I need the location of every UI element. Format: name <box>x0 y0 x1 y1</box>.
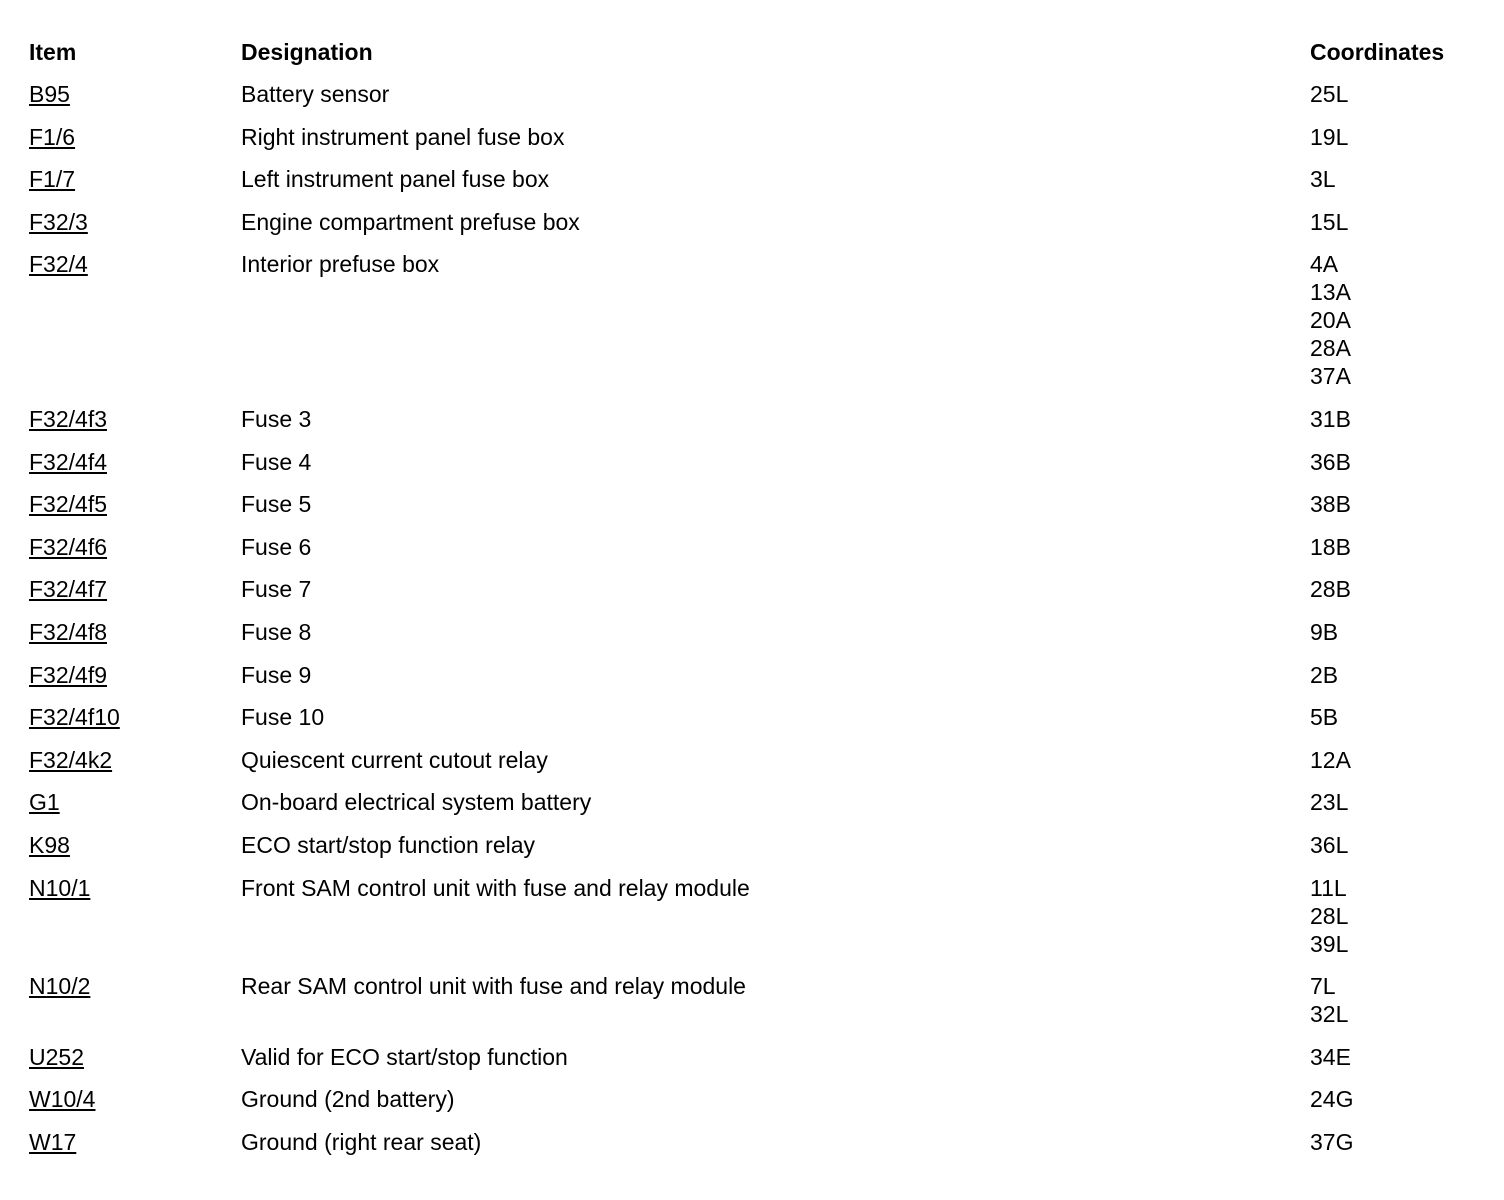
coordinate-value: 24G <box>1310 1086 1354 1113</box>
coordinates-cell <box>1310 746 1351 774</box>
coordinates-cell <box>1310 533 1351 561</box>
designation-text: Interior prefuse box <box>241 251 440 278</box>
item-link[interactable]: N10/1 <box>29 874 91 901</box>
coordinates-cell <box>1310 405 1351 433</box>
designation-text: Fuse 4 <box>241 448 312 475</box>
designation-text: Fuse 7 <box>241 576 312 603</box>
item-link[interactable]: F32/4f7 <box>29 576 107 603</box>
coordinates-cell <box>1310 80 1348 108</box>
designation-text: Battery sensor <box>241 81 390 107</box>
designation-text: Fuse 5 <box>241 491 312 518</box>
coordinate-value: 3L <box>1310 166 1336 193</box>
designation-text: Fuse 9 <box>241 661 312 688</box>
coordinate-value: 32L <box>1310 1001 1349 1028</box>
coordinates-cell <box>1310 575 1351 603</box>
designation-text: Ground (right rear seat) <box>241 1129 482 1155</box>
designation-text: On-board electrical system battery <box>241 789 592 816</box>
coordinates-cell <box>1310 972 1348 1028</box>
coordinate-value: 28A <box>1310 335 1351 362</box>
coordinates-cell <box>1310 165 1336 193</box>
coordinates-cell <box>1310 1128 1353 1156</box>
coordinates-cell <box>1310 490 1351 518</box>
item-link[interactable]: F32/4f8 <box>29 619 107 645</box>
coordinates-cell <box>1310 448 1351 476</box>
designation-text: Fuse 6 <box>241 533 312 560</box>
item-link[interactable]: F32/4 <box>29 251 88 278</box>
item-link[interactable]: F1/6 <box>29 123 76 150</box>
item-link[interactable]: F32/4f4 <box>29 448 107 475</box>
coordinate-value: 19L <box>1310 123 1349 150</box>
designation-text: Fuse 3 <box>241 406 312 432</box>
item-link[interactable]: B95 <box>29 81 70 107</box>
item-link[interactable]: K98 <box>29 832 70 858</box>
designation-text: ECO start/stop function relay <box>241 832 536 858</box>
item-link[interactable]: F32/4k2 <box>29 746 113 773</box>
table-header <box>0 38 1504 68</box>
coordinate-value: 36B <box>1310 448 1351 475</box>
coordinate-value: 28L <box>1310 902 1349 929</box>
item-link[interactable]: F32/4f9 <box>29 661 107 688</box>
coordinate-value: 39L <box>1310 930 1349 957</box>
coordinate-value: 5B <box>1310 704 1339 731</box>
designation-text: Front SAM control unit with fuse and relay module <box>241 874 750 901</box>
coordinate-value: 37A <box>1310 363 1351 390</box>
coordinates-cell <box>1310 703 1338 731</box>
designation-text: Valid for ECO start/stop function <box>241 1043 568 1070</box>
item-link[interactable]: G1 <box>29 789 60 816</box>
coordinate-value: 37G <box>1310 1129 1354 1155</box>
coordinates-cell <box>1310 874 1348 958</box>
item-link[interactable]: F32/4f10 <box>29 704 120 731</box>
item-link[interactable]: F32/4f5 <box>29 491 107 518</box>
coordinates-cell <box>1310 1043 1351 1071</box>
designation-text: Engine compartment prefuse box <box>241 208 580 235</box>
coordinate-value: 2B <box>1310 661 1339 688</box>
item-link[interactable]: F32/3 <box>29 208 88 235</box>
coordinates-cell <box>1310 208 1348 236</box>
item-link[interactable]: F1/7 <box>29 166 76 193</box>
header-designation: Designation <box>241 39 373 65</box>
designation-text: Fuse 10 <box>241 704 325 731</box>
designation-text: Left instrument panel fuse box <box>241 166 550 193</box>
coordinate-value: 38B <box>1310 491 1351 518</box>
coordinate-value: 4A <box>1310 251 1339 278</box>
item-link[interactable]: W17 <box>29 1129 77 1155</box>
coordinate-value: 25L <box>1310 81 1349 107</box>
item-link[interactable]: F32/4f6 <box>29 533 107 560</box>
coordinate-value: 11L <box>1310 874 1347 901</box>
coordinates-cell <box>1310 831 1348 859</box>
coordinate-value: 13A <box>1310 279 1351 306</box>
item-link[interactable]: N10/2 <box>29 973 91 1000</box>
coordinates-cell <box>1310 123 1348 151</box>
designation-text: Rear SAM control unit with fuse and relay module <box>241 973 746 1000</box>
header-coordinates: Coordinates <box>1310 39 1445 65</box>
coordinate-value: 9B <box>1310 619 1339 645</box>
coordinate-value: 31B <box>1310 406 1351 432</box>
coordinates-cell <box>1310 618 1338 646</box>
coordinate-value: 12A <box>1310 746 1351 773</box>
designation-text: Right instrument panel fuse box <box>241 123 565 150</box>
coordinate-value: 36L <box>1310 832 1349 858</box>
coordinate-value: 23L <box>1310 789 1349 816</box>
header-item: Item <box>29 39 77 65</box>
item-link[interactable]: U252 <box>29 1043 84 1070</box>
designation-text: Ground (2nd battery) <box>241 1086 455 1113</box>
coordinates-cell <box>1310 661 1338 689</box>
item-link[interactable]: F32/4f3 <box>29 406 107 432</box>
coordinate-value: 18B <box>1310 533 1351 560</box>
coordinates-cell <box>1310 788 1348 816</box>
designation-text: Quiescent current cutout relay <box>241 746 548 773</box>
coordinate-value: 20A <box>1310 307 1351 334</box>
coordinates-cell <box>1310 1085 1353 1113</box>
coordinate-value: 15L <box>1310 208 1349 235</box>
designation-text: Fuse 8 <box>241 619 312 645</box>
item-link[interactable]: W10/4 <box>29 1086 96 1113</box>
coordinate-value: 7L <box>1310 973 1336 1000</box>
coordinate-value: 28B <box>1310 576 1351 603</box>
coordinates-cell <box>1310 250 1351 390</box>
coordinate-value: 34E <box>1310 1043 1351 1070</box>
